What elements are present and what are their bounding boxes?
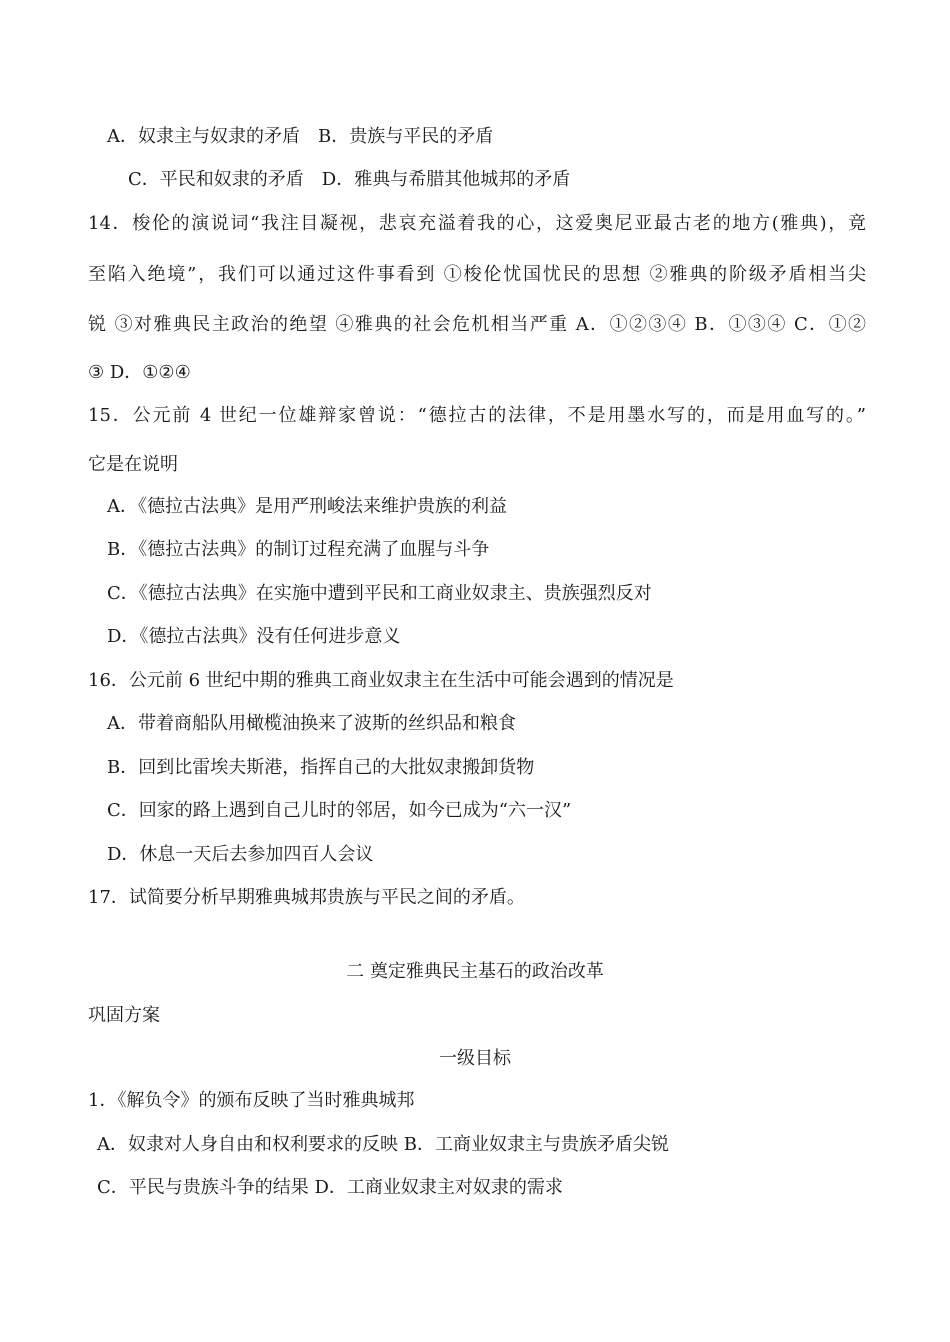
q14-line-2: 至陷入绝境”，我们可以通过这件事看到 ①梭伦忧国忧民的思想 ②雅典的阶级矛盾相当尖: [88, 264, 866, 285]
section-subtitle: 巩固方案: [88, 1005, 160, 1026]
q15-stem-line-1: 15．公元前 4 世纪一位雄辩家曾说：“德拉古的法律，不是用墨水写的，而是用血写的。”: [88, 405, 866, 426]
q1-options-line-1: A．奴隶对人身自由和权利要求的反映 B．工商业奴隶主与贵族矛盾尖锐: [97, 1134, 669, 1155]
q15-stem-line-2: 它是在说明: [88, 454, 178, 475]
q16-option-d: D．休息一天后去参加四百人会议: [107, 844, 374, 865]
q16-option-a: A．带着商船队用橄榄油换来了波斯的丝织品和粮食: [107, 713, 516, 734]
q15-option-a: A．《德拉古法典》是用严刑峻法来维护贵族的利益: [107, 496, 507, 517]
q1-stem: 1．《解负令》的颁布反映了当时雅典城邦: [88, 1090, 415, 1111]
q16-stem: 16．公元前 6 世纪中期的雅典工商业奴隶主在生活中可能会遇到的情况是: [88, 670, 674, 691]
q14-line-1: 14．梭伦的演说词“我注目凝视，悲哀充溢着我的心，这爱奥尼亚最古老的地方(雅典)，竟: [88, 213, 866, 234]
q1-options-line-2: C．平民与贵族斗争的结果 D．工商业奴隶主对奴隶的需求: [97, 1177, 563, 1198]
q15-option-d: D．《德拉古法典》没有任何进步意义: [107, 626, 401, 647]
q13-options-line-1: A．奴隶主与奴隶的矛盾 B．贵族与平民的矛盾: [107, 126, 494, 147]
level-heading: 一级目标: [439, 1048, 511, 1069]
section-title: 二 奠定雅典民主基石的政治改革: [346, 961, 604, 982]
q14-line-3: 锐 ③对雅典民主政治的绝望 ④雅典的社会危机相当严重 A．①②③④ B．①③④ C．①②: [88, 314, 866, 335]
q17-stem: 17．试简要分析早期雅典城邦贵族与平民之间的矛盾。: [88, 887, 525, 908]
q13-options-line-2: C．平民和奴隶的矛盾 D．雅典与希腊其他城邦的矛盾: [128, 169, 571, 190]
q14-line-4: ③ D．①②④: [88, 362, 191, 383]
q15-option-c: C．《德拉古法典》在实施中遭到平民和工商业奴隶主、贵族强烈反对: [107, 583, 652, 604]
q16-option-b: B．回到比雷埃夫斯港，指挥自己的大批奴隶搬卸货物: [107, 757, 535, 778]
q15-option-b: B．《德拉古法典》的制订过程充满了血腥与斗争: [107, 539, 490, 560]
q16-option-c: C．回家的路上遇到自己儿时的邻居，如今已成为“六一汉”: [107, 800, 572, 821]
